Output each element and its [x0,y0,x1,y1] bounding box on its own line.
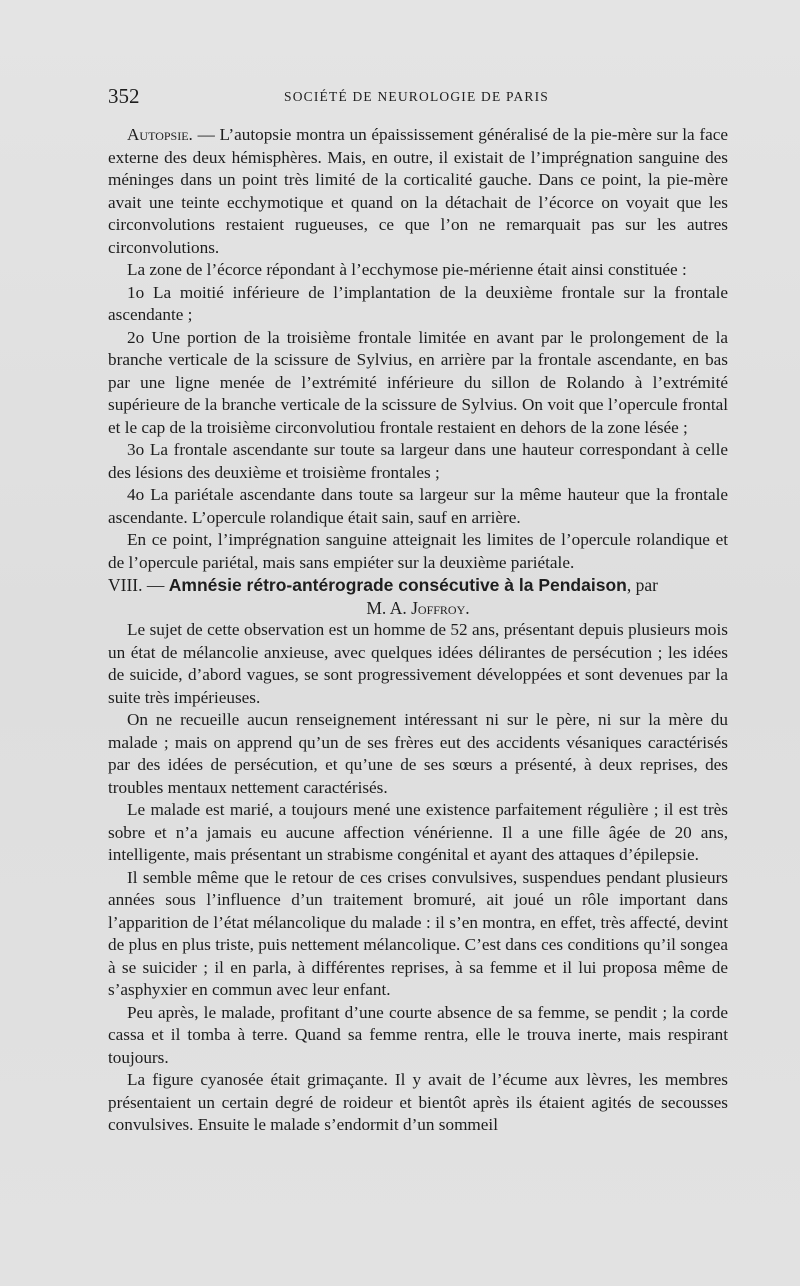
article-title: Amnésie rétro-antérograde consécutive à la Pendaison [168,575,627,595]
autopsy-label: Autopsie. [127,125,193,144]
page-number: 352 [108,84,140,108]
zone-item-2: 2o Une portion de la troisième frontale limitée en avant par le prolongement de la branche verticale de la scissure de Sylvius, en arrière par la frontale ascendante, en bas par une ligne menée de l’extrémité inférieure du sillon de Rolando à l’extrémité supérieure de la branche verticale de la scissure de Sylvius. On voit que l’opercule frontal et le cap de la troisième circonvolutiou frontale restaient en dehors de la zone lésée ; [108,327,728,437]
case-paragraph-6: La figure cyanosée était grimaçante. Il y avait de l’écume aux lèvres, les membres présentaient un certain degré de roideur et bientôt après ils étaient agités de secousses convulsives. Ensuite le malade s’endormit d’un sommeil [108,1070,728,1134]
operculum-paragraph: En ce point, l’imprégnation sanguine atteignait les limites de l’opercule rolandique et de l’opercule pariétal, mais sans empiéter sur la deuxième pariétale. [108,530,728,572]
running-title: SOCIÉTÉ DE NEUROLOGIE DE PARIS [284,89,549,104]
page-header [108,84,728,108]
zone-item-4: 4o La pariétale ascendante dans toute sa largeur sur la même hauteur que la frontale ascendante. L’opercule rolandique était sain, sauf en arrière. [108,485,728,527]
zone-item-1: 1o La moitié inférieure de l’implantation de la deuxième frontale sur la frontale ascendante ; [108,282,728,324]
article-by: , par [626,575,658,595]
article-author [108,597,728,620]
body-text [108,124,728,1137]
case-paragraph-1: Le sujet de cette observation est un homme de 52 ans, présentant depuis plusieurs mois un état de mélancolie anxieuse, avec quelques idées délirantes de persécution ; les idées de suicide, d’abord vagues, se sont progressivement développées et sont devenues par la suite très impérieuses. [108,620,728,707]
case-paragraph-2: On ne recueille aucun renseignement intéressant ni sur le père, ni sur la mère du malade ; mais on apprend qu’un de ses frères eut des accidents vésaniques caractérisés par des idées de persécution, et qu’une de ses sœurs a présenté, à deux reprises, des troubles mentaux nettement caractérisés. [108,710,728,797]
autopsy-text: — L’autopsie montra un épaississement généralisé de la pie-mère sur la face externe des deux hémisphères. Mais, en outre, il existait de l’imprégnation sanguine des méninges dans un point très limité de la corticalité gauche. Dans ce point, la pie-mère avait une teinte ecchymotique et quand on la détachait de l’écorce on voyait que les circonvolutions restaient rugueuses, ce que l’on ne remarquait pas sur les autres circonvolutions. [108,125,728,257]
zone-item-3: 3o La frontale ascendante sur toute sa largeur dans une hauteur correspondant à celle des lésions des deuxième et troisième frontales ; [108,440,728,482]
case-paragraph-4: Il semble même que le retour de ces crises convulsives, suspendues pendant plusieurs années sous l’influence d’un traitement bromuré, ait joué un rôle important dans l’apparition de l’état mélancolique du malade : il s’en montra, en effet, très affecté, devint de plus en plus triste, puis nettement mélancolique. C’est dans ces conditions qu’il songea à se suicider ; il en parla, à différentes reprises, à sa femme et il lui proposa même de s’asphyxier en commun avec leur enfant. [108,867,728,999]
author-name: Joffroy. [411,597,470,618]
author-prefix: M. A. [366,597,412,618]
zone-intro-paragraph: La zone de l’écorce répondant à l’ecchymose pie-mérienne était ainsi constituée : [127,260,687,279]
article-number: VIII. — [108,575,169,595]
autopsy-paragraph [108,124,728,259]
article-heading [108,574,728,619]
case-paragraph-5: Peu après, le malade, profitant d’une courte absence de sa femme, se pendit ; la corde cassa et il tomba à terre. Quand sa femme rentra, elle le trouva inerte, mais respirant toujours. [108,1002,728,1067]
case-paragraph-3: Le malade est marié, a toujours mené une existence parfaitement régulière ; il est très sobre et n’a jamais eu aucune affection vénérienne. Il a une fille âgée de 20 ans, intelligente, mais présentant un strabisme congénital et ayant des attaques d’épilepsie. [108,800,728,864]
